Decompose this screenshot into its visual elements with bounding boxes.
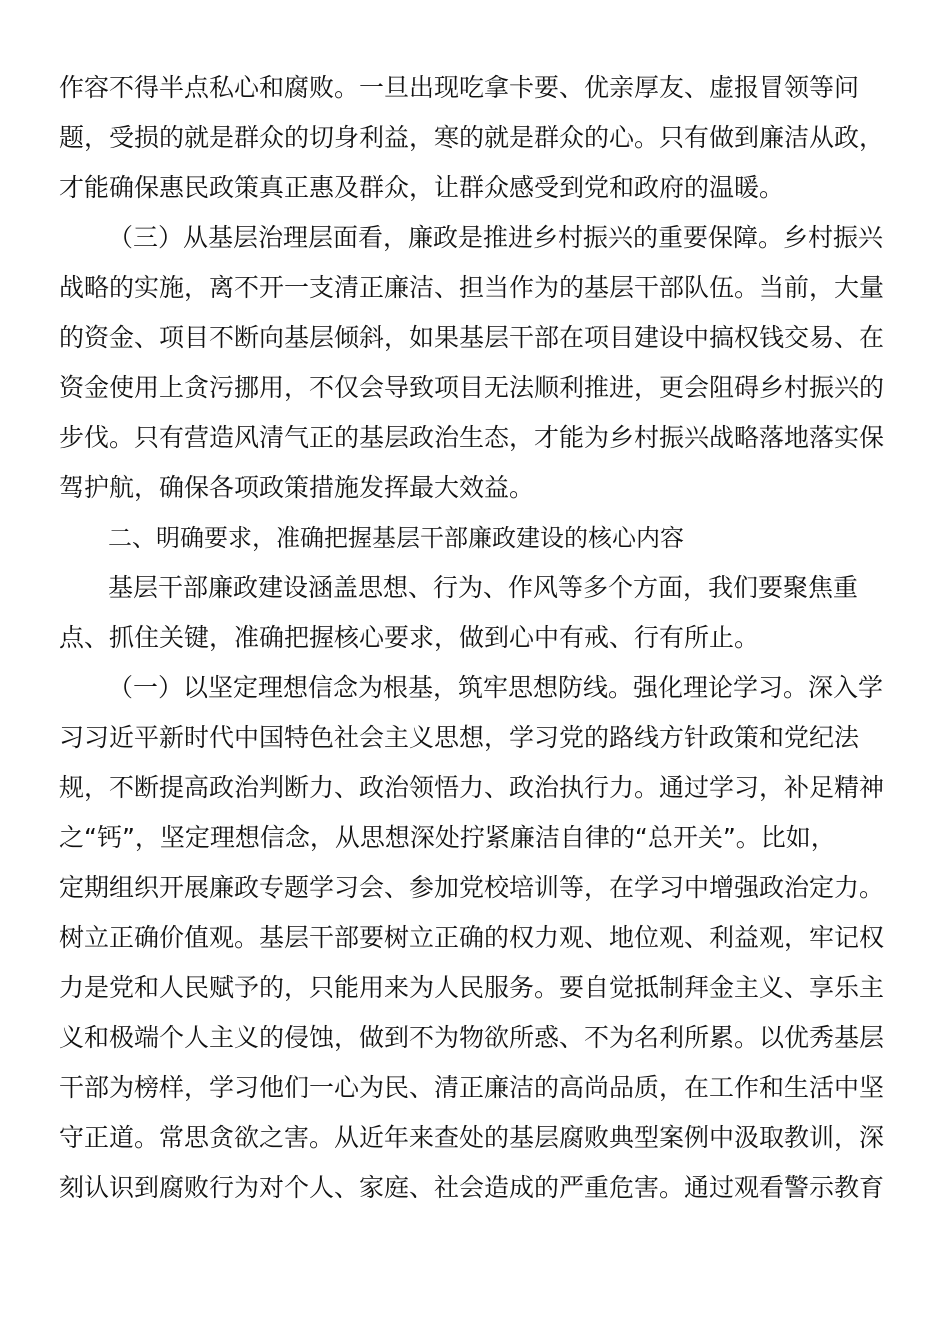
paragraph-line: 习习近平新时代中国特色社会主义思想，学习党的路线方针政策和党纪法 — [59, 723, 860, 752]
paragraph-line: 战略的实施，离不开一支清正廉洁、担当作为的基层干部队伍。当前，大量 — [59, 273, 885, 302]
paragraph-line: 规，不断提高政治判断力、政治领悟力、政治执行力。通过学习，补足精神 — [59, 773, 885, 802]
paragraph-line: 定期组织开展廉政专题学习会、参加党校培训等，在学习中增强政治定力。 — [59, 873, 885, 902]
paragraph-line: 步伐。只有营造风清气正的基层政治生态，才能为乡村振兴战略落地落实保 — [59, 423, 885, 452]
paragraph-line: 作容不得半点私心和腐败。一旦出现吃拿卡要、优亲厚友、虚报冒领等问 — [59, 73, 860, 102]
section-heading: 二、明确要求，准确把握基层干部廉政建设的核心内容 — [108, 524, 684, 552]
paragraph-line: 资金使用上贪污挪用，不仅会导致项目无法顺利推进，更会阻碍乡村振兴的 — [59, 373, 885, 402]
paragraph-line: 义和极端个人主义的侵蚀，做到不为物欲所惑、不为名利所累。以优秀基层 — [59, 1023, 885, 1052]
paragraph-line: 才能确保惠民政策真正惠及群众，让群众感受到党和政府的温暖。 — [59, 173, 785, 202]
paragraph-line: （一）以坚定理想信念为根基，筑牢思想防线。强化理论学习。深入学 — [108, 673, 884, 702]
paragraph-line: 守正道。常思贪欲之害。从近年来查处的基层腐败典型案例中汲取教训，深 — [59, 1123, 885, 1152]
paragraph-line: 的资金、项目不断向基层倾斜，如果基层干部在项目建设中搞权钱交易、在 — [59, 323, 885, 352]
paragraph-line: （三）从基层治理层面看，廉政是推进乡村振兴的重要保障。乡村振兴 — [108, 223, 884, 252]
paragraph-line: 干部为榜样，学习他们一心为民、清正廉洁的高尚品质，在工作和生活中坚 — [59, 1073, 885, 1102]
paragraph-line: 基层干部廉政建设涵盖思想、行为、作风等多个方面，我们要聚焦重 — [108, 573, 859, 602]
paragraph-line: 树立正确价值观。基层干部要树立正确的权力观、地位观、利益观，牢记权 — [59, 923, 885, 952]
paragraph-line: 题，受损的就是群众的切身利益，寒的就是群众的心。只有做到廉洁从政， — [59, 123, 885, 152]
paragraph-line: 刻认识到腐败行为对个人、家庭、社会造成的严重危害。通过观看警示教育 — [59, 1173, 885, 1202]
paragraph-line: 力是党和人民赋予的，只能用来为人民服务。要自觉抵制拜金主义、享乐主 — [59, 973, 885, 1002]
paragraph-line: 点、抓住关键，准确把握核心要求，做到心中有戒、行有所止。 — [59, 623, 760, 652]
paragraph-line: 之“钙”，坚定理想信念，从思想深处拧紧廉洁自律的“总开关”。比如， — [59, 823, 836, 852]
paragraph-line: 驾护航，确保各项政策措施发挥最大效益。 — [59, 473, 535, 502]
